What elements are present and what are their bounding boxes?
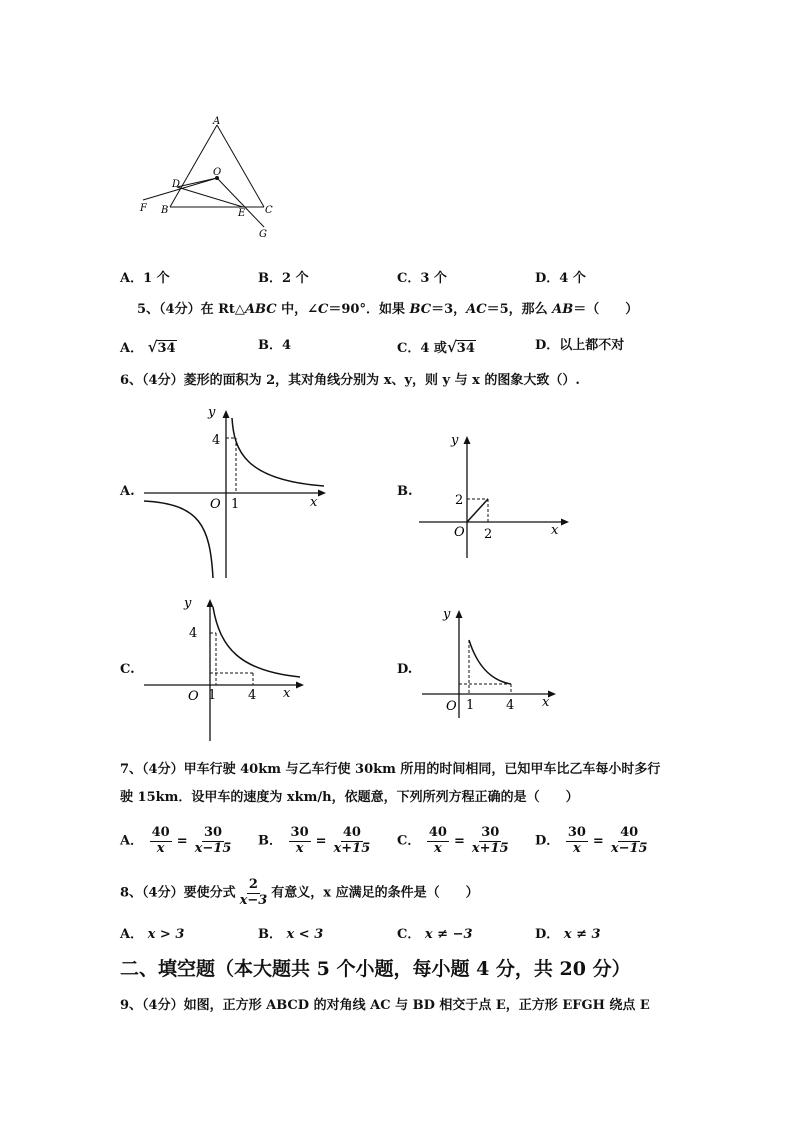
q6-label-a[interactable]: A. bbox=[120, 484, 135, 499]
graph-c-y: y bbox=[184, 596, 192, 611]
q8-option-a[interactable]: A． x > 3 bbox=[120, 927, 185, 942]
q5-option-c[interactable]: C．4 或√34 bbox=[397, 338, 475, 356]
graph-d-4: 4 bbox=[506, 698, 515, 713]
label-G: G bbox=[259, 229, 267, 240]
graph-c-4x: 4 bbox=[248, 688, 257, 703]
q7-option-d[interactable]: D． $\frac{30}{x}$ = $\frac{40}{x-15}$ bbox=[535, 825, 648, 856]
q4-option-c[interactable]: C．3 个 bbox=[397, 271, 447, 286]
sqrt-icon: √ bbox=[147, 338, 158, 356]
label-C: C bbox=[265, 205, 273, 216]
q7-question-line2: 驶 15km．设甲车的速度为 xkm/h，依题意，下列所列方程正确的是（ ） bbox=[120, 790, 579, 805]
graph-b-O: O bbox=[454, 525, 465, 540]
q6-question: 6、（4分）菱形的面积为 2，其对角线分别为 x、y，则 y 与 x 的图象大致（）. bbox=[120, 373, 580, 388]
graph-a[interactable] bbox=[140, 400, 330, 582]
graph-d[interactable] bbox=[418, 600, 563, 720]
graph-d-1: 1 bbox=[466, 698, 475, 713]
q8-option-b[interactable]: B． x < 3 bbox=[258, 927, 324, 942]
label-D: D bbox=[172, 179, 181, 190]
label-A: A bbox=[213, 116, 221, 127]
q5-option-d[interactable]: D．以上都不对 bbox=[535, 338, 625, 353]
q8-question: 8、（4分）要使分式 $\frac{2}{x-3}$ 有意义，x 应满足的条件是（ ） bbox=[120, 877, 479, 908]
q8-option-c[interactable]: C． x ≠ −3 bbox=[397, 927, 473, 942]
label-B: B bbox=[161, 205, 169, 216]
q4-option-b[interactable]: B．2 个 bbox=[258, 271, 309, 286]
graph-c-1: 1 bbox=[208, 688, 217, 703]
graph-c-4y: 4 bbox=[189, 626, 198, 641]
q6-label-b[interactable]: B. bbox=[397, 484, 413, 499]
graph-c-x: x bbox=[283, 686, 291, 701]
q8-option-d[interactable]: D． x ≠ 3 bbox=[535, 927, 601, 942]
q9-question: 9、（4分）如图，正方形 ABCD 的对角线 AC 与 BD 相交于点 E，正方形 EFGH 绕点 E bbox=[120, 998, 650, 1013]
q7-option-b[interactable]: B． $\frac{30}{x}$ = $\frac{40}{x+15}$ bbox=[258, 825, 371, 856]
label-F: F bbox=[140, 203, 147, 214]
graph-c-O: O bbox=[188, 689, 199, 704]
graph-b[interactable] bbox=[415, 430, 575, 560]
graph-b-2: 2 bbox=[455, 493, 464, 508]
graph-a-1: 1 bbox=[231, 497, 240, 512]
graph-a-y: y bbox=[208, 405, 216, 420]
q5-question: 5、（4分）在 Rt△ABC 中，∠C＝90°．如果 BC＝3，AC＝5，那么 AB＝（ ） bbox=[137, 302, 639, 317]
graph-d-y: y bbox=[443, 607, 451, 622]
q7-option-c[interactable]: C． $\frac{40}{x}$ = $\frac{30}{x+15}$ bbox=[397, 825, 509, 856]
q5-option-a[interactable]: A． √34 bbox=[120, 338, 176, 356]
q7-option-a[interactable]: A． $\frac{40}{x}$ = $\frac{30}{x-15}$ bbox=[120, 825, 232, 856]
graph-a-x: x bbox=[310, 495, 318, 510]
q6-label-d[interactable]: D. bbox=[397, 662, 413, 677]
graph-b-2x: 2 bbox=[484, 527, 493, 542]
graph-a-O: O bbox=[210, 497, 221, 512]
q7-question-line1: 7、（4分）甲车行驶 40km 与乙车行使 30km 所用的时间相同，已知甲车比乙车每小时多行 bbox=[120, 762, 661, 777]
q4-option-a[interactable]: A．1 个 bbox=[120, 271, 170, 286]
q4-option-d[interactable]: D．4 个 bbox=[535, 271, 586, 286]
graph-d-x: x bbox=[542, 695, 550, 710]
sqrt-icon: √ bbox=[446, 338, 457, 356]
label-E: E bbox=[238, 208, 246, 219]
label-O: O bbox=[213, 167, 222, 178]
graph-b-y: y bbox=[451, 433, 459, 448]
section-title: 二、填空题（本大题共 5 个小题，每小题 4 分，共 20 分） bbox=[120, 958, 631, 980]
graph-a-4: 4 bbox=[212, 433, 221, 448]
graph-c[interactable] bbox=[140, 593, 310, 743]
graph-b-x: x bbox=[551, 523, 559, 538]
q6-label-c[interactable]: C. bbox=[120, 662, 135, 677]
triangle-figure bbox=[135, 115, 285, 240]
q5-option-b[interactable]: B．4 bbox=[258, 338, 292, 353]
graph-d-O: O bbox=[446, 699, 457, 714]
